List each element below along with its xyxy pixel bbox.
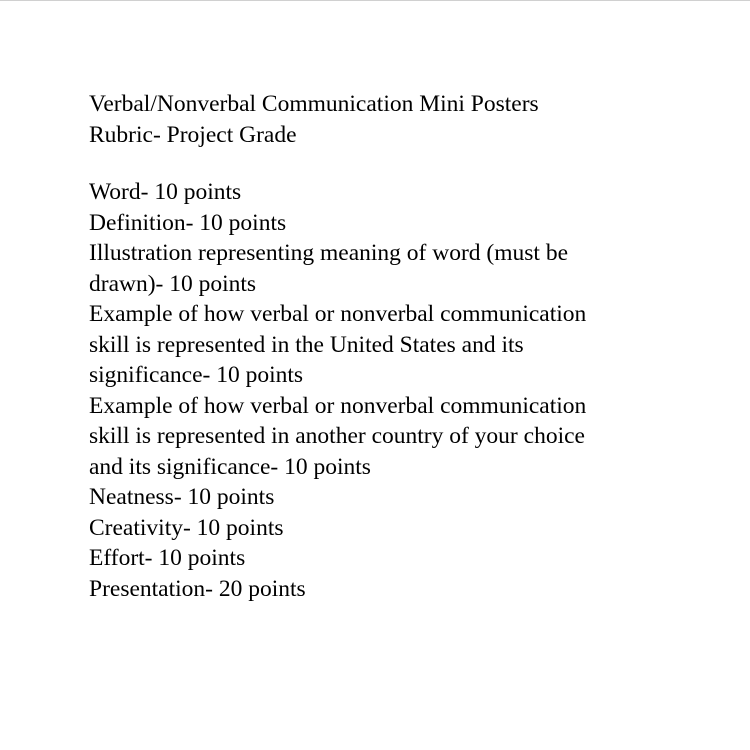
criterion-line: significance- 10 points [89, 362, 304, 388]
document-title [89, 89, 689, 150]
criterion-presentation [89, 574, 689, 605]
criterion-word [89, 177, 689, 208]
criterion-line: skill is represented in another country of your choice [89, 423, 585, 449]
criterion-line: drawn)- 10 points [89, 270, 257, 297]
criteria-list [89, 177, 689, 604]
top-border [0, 0, 750, 1]
criterion-line: Example of how verbal or nonverbal communication [89, 301, 587, 327]
criterion-line: Neatness- 10 points [89, 484, 275, 510]
criterion-creativity [89, 513, 689, 544]
criterion-example-united-states [89, 299, 689, 391]
rubric-document [89, 89, 689, 604]
subtitle-line: Rubric- Project Grade [89, 121, 297, 148]
criterion-line: Example of how verbal or nonverbal communication [89, 392, 587, 419]
title-line: Verbal/Nonverbal Communication Mini Posters [89, 91, 539, 117]
criterion-example-other-country [89, 391, 689, 483]
criterion-line: and its significance- 10 points [89, 453, 371, 480]
criterion-line: Illustration representing meaning of word (must be [89, 240, 569, 266]
criterion-line: Creativity- 10 points [89, 514, 284, 541]
criterion-line: Definition- 10 points [89, 209, 287, 236]
criterion-effort [89, 543, 689, 574]
criterion-line: skill is represented in the United States and its [89, 331, 524, 358]
criterion-neatness [89, 482, 689, 513]
criterion-line: Presentation- 20 points [89, 575, 306, 602]
criterion-line: Word- 10 points [89, 179, 242, 205]
criterion-line: Effort- 10 points [89, 545, 246, 571]
criterion-illustration [89, 238, 689, 299]
criterion-definition [89, 208, 689, 239]
